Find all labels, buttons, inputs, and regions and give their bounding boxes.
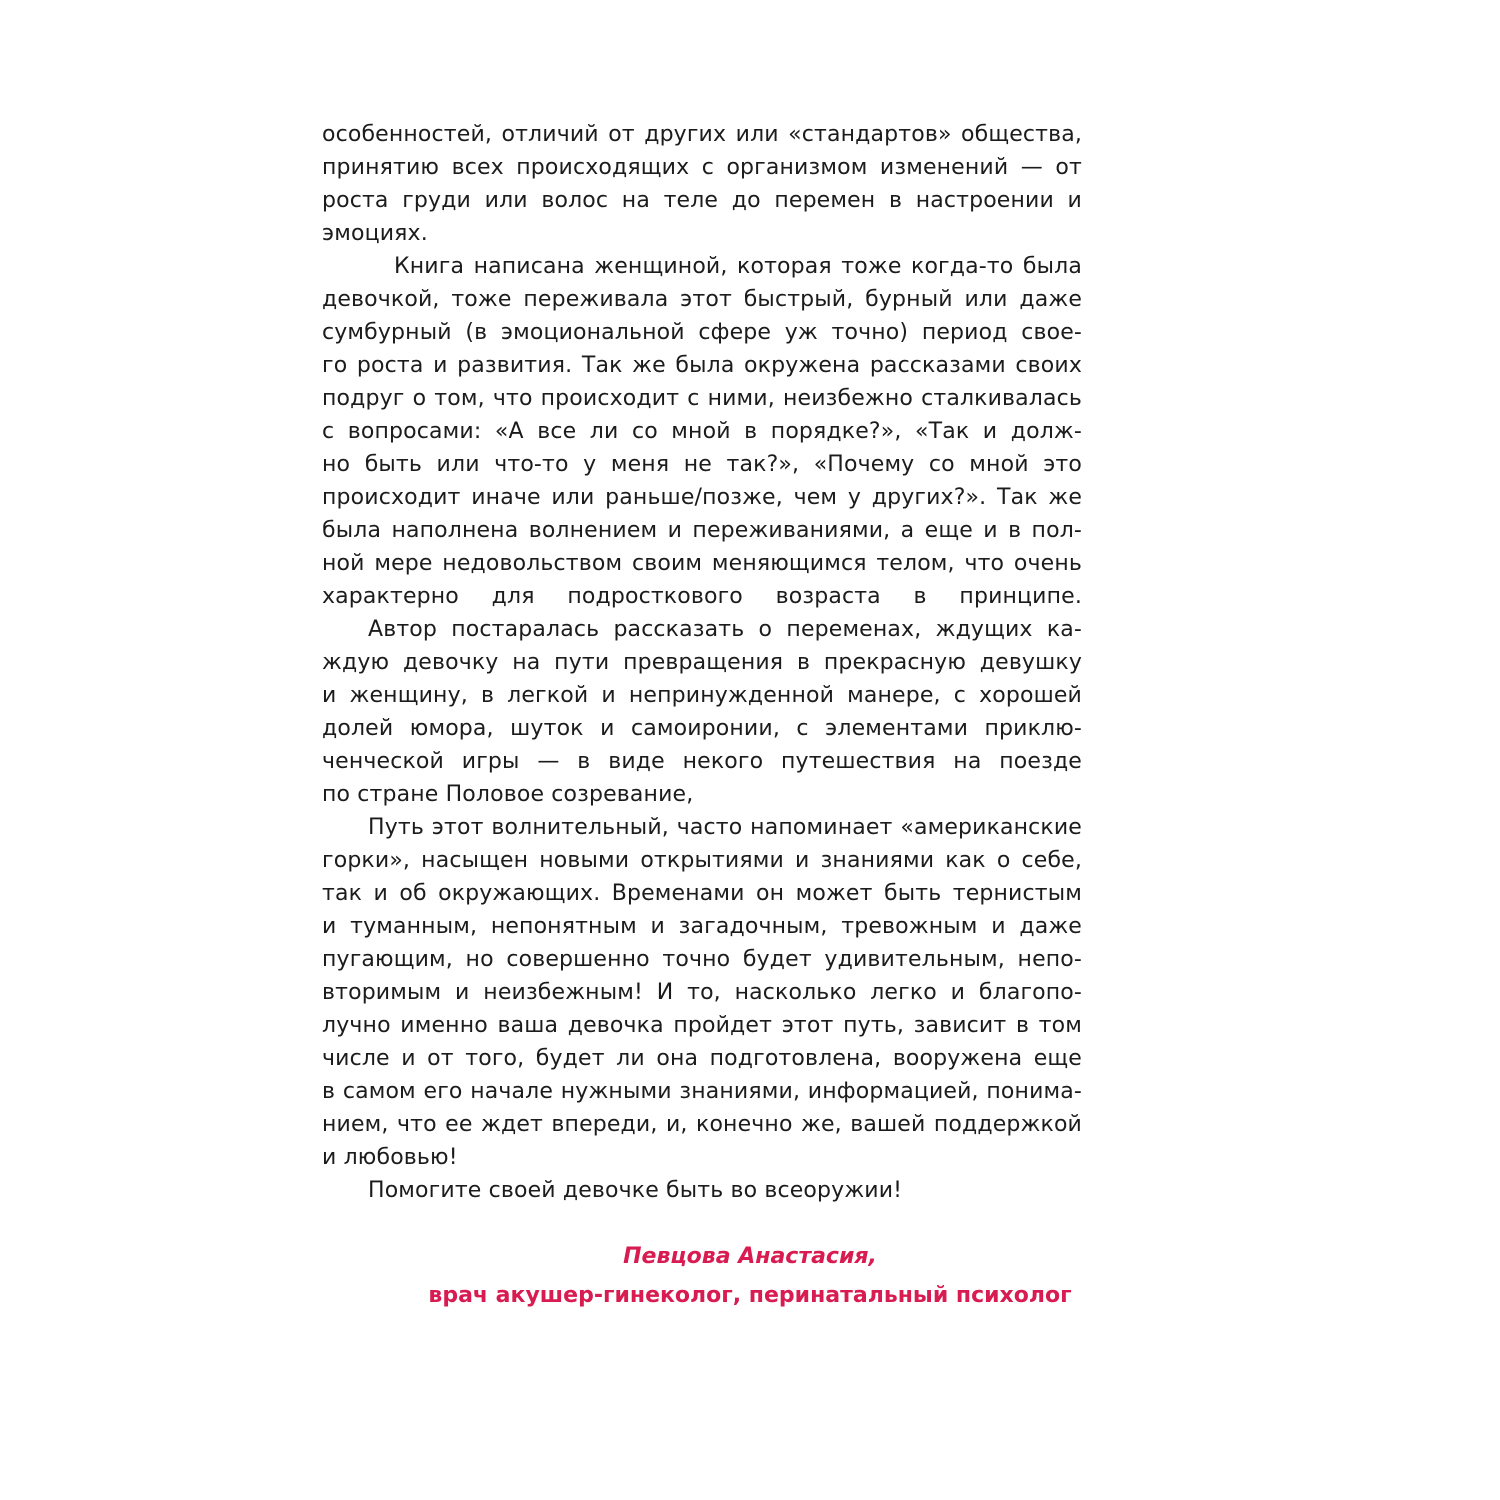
text-line: числе и от того, будет ли она подготовлена, вооружена еще bbox=[322, 1046, 1082, 1071]
text-line: вторимым и неизбежным! И то, насколько легко и благопо- bbox=[322, 980, 1082, 1005]
text-line: пугающим, но совершенно точно будет удивительным, непо- bbox=[322, 947, 1082, 972]
text-line: Помогите своей девочке быть во всеоружии! bbox=[368, 1178, 903, 1203]
text-line: Автор постаралась рассказать о переменах, ждущих ка- bbox=[368, 617, 1082, 642]
text-line: была наполнена волнением и переживаниями, а еще и в пол- bbox=[322, 518, 1082, 543]
author-name: Певцова Анастасия, bbox=[623, 1244, 877, 1269]
text-line: принятию всех происходящих с организмом изменений — от bbox=[322, 155, 1082, 180]
text-line: подруг о том, что происходит с ними, неизбежно сталкивалась bbox=[322, 386, 1082, 411]
text-line: но быть или что-то у меня не так?», «Почему со мной это bbox=[322, 452, 1082, 477]
text-line: и женщину, в легкой и непринужденной манере, с хорошей bbox=[322, 683, 1082, 708]
text-line: го роста и развития. Так же была окружена рассказами своих bbox=[322, 353, 1082, 378]
text-line: по стране Половое созревание, bbox=[322, 782, 694, 807]
text-line: происходит иначе или раньше/позже, чем у других?». Так же bbox=[322, 485, 1082, 510]
text-line: ченческой игры — в виде некого путешествия на поезде bbox=[322, 749, 1082, 774]
text-line: в самом его начале нужными знаниями, информацией, понима- bbox=[322, 1079, 1082, 1104]
text-line: и любовью! bbox=[322, 1145, 458, 1170]
text-line: эмоциях. bbox=[322, 221, 428, 246]
text-line: Книга написана женщиной, которая тоже когда-то была bbox=[394, 254, 1082, 279]
text-line: и туманным, непонятным и загадочным, тревожным и даже bbox=[322, 914, 1082, 939]
text-line: Путь этот волнительный, часто напоминает «американские bbox=[368, 815, 1082, 840]
text-line: ной мере недовольством своим меняющимся телом, что очень bbox=[322, 551, 1082, 576]
text-line: сумбурный (в эмоциональной сфере уж точно) период свое- bbox=[322, 320, 1082, 345]
text-line: роста груди или волос на теле до перемен в настроении и bbox=[322, 188, 1082, 213]
text-line: ждую девочку на пути превращения в прекрасную девушку bbox=[322, 650, 1082, 675]
text-line: горки», насыщен новыми открытиями и знаниями как о себе, bbox=[322, 848, 1082, 873]
author-role: врач акушер-гинеколог, перинатальный психолог bbox=[428, 1283, 1072, 1308]
text-line: так и об окружающих. Временами он может быть тернистым bbox=[322, 881, 1082, 906]
body-text bbox=[322, 118, 1082, 1207]
text-line: характерно для подросткового возраста в принципе. bbox=[322, 584, 1082, 609]
text-line: девочкой, тоже переживала этот быстрый, бурный или даже bbox=[322, 287, 1082, 312]
text-line: особенностей, отличий от других или «стандартов» общества, bbox=[322, 122, 1082, 147]
text-line: с вопросами: «А все ли со мной в порядке?», «Так и долж- bbox=[322, 419, 1082, 444]
text-line: долей юмора, шуток и самоиронии, с элементами приклю- bbox=[322, 716, 1082, 741]
text-line: нием, что ее ждет впереди, и, конечно же, вашей поддержкой bbox=[322, 1112, 1082, 1137]
text-line: лучно именно ваша девочка пройдет этот путь, зависит в том bbox=[322, 1013, 1082, 1038]
